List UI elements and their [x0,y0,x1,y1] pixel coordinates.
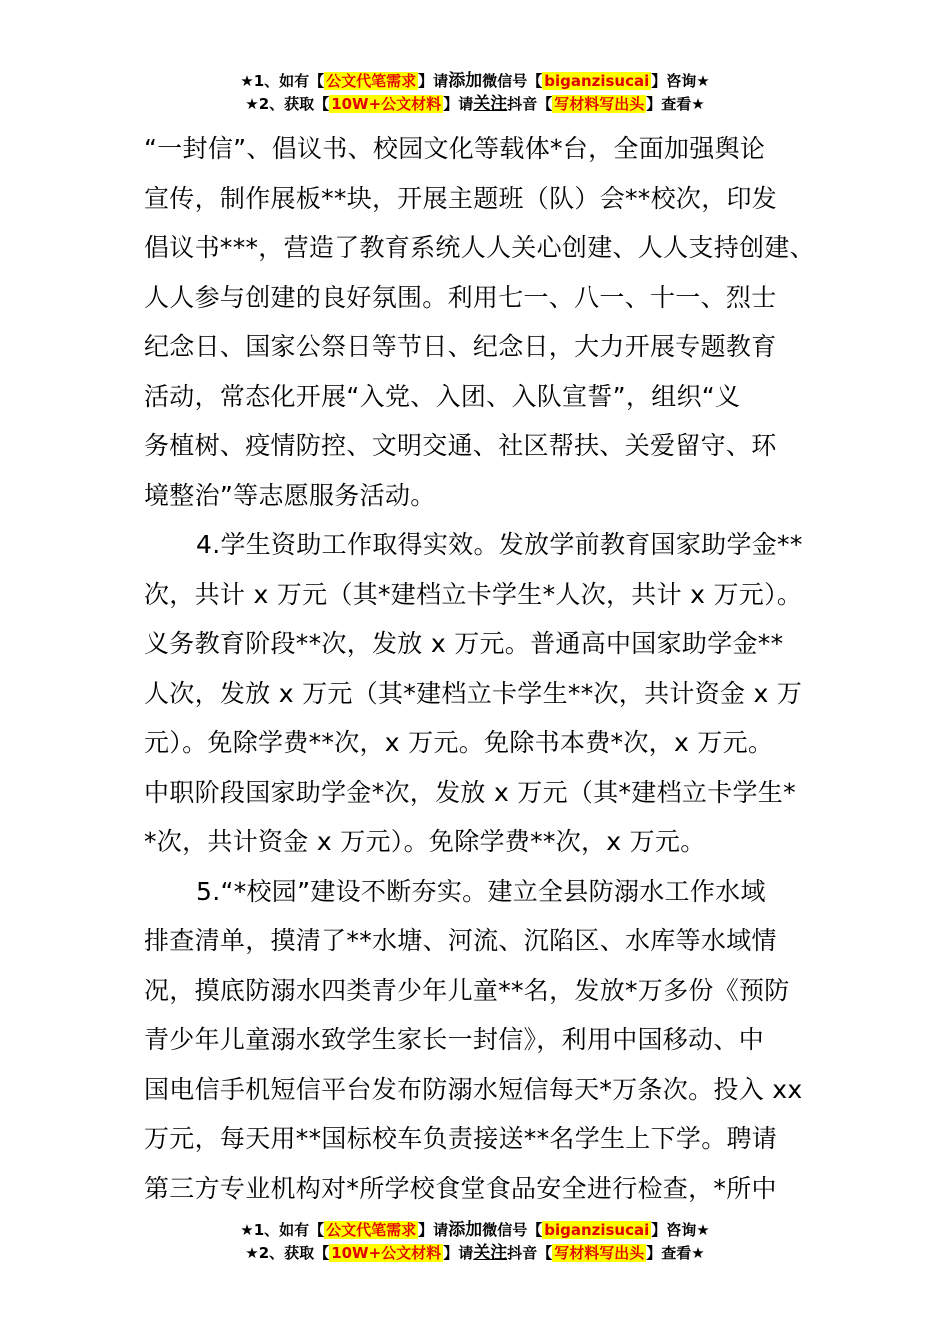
banner-text: 添加 [448,71,483,91]
banner-text: 】咨询★ [651,1221,710,1239]
banner-text: 】请 [418,72,449,90]
banner-line-2 [0,93,950,116]
banner-text: 关注 [473,1243,508,1263]
banner-text: 】查看★ [646,1244,705,1262]
banner-text: 微信号【 [482,1221,543,1239]
banner-text: 】查看★ [646,95,705,113]
banner-text: 】请 [418,1221,449,1239]
banner-douyin-id: 写材料写出头 [554,1244,645,1262]
text-line: 人次，发放 x 万元（其*建档立卡学生**次，共计资金 x 万 [144,678,803,708]
footer-banner [0,1219,950,1265]
banner-highlight: 10W+公文材料 [331,1244,442,1262]
text-line: 纪念日、国家公祭日等节日、纪念日，大力开展专题教育 [144,332,777,361]
banner-text: ★2、获取【 [245,95,330,113]
banner-line-2 [0,1242,950,1265]
banner-text: 】咨询★ [651,72,710,90]
document-body [144,124,824,1213]
text-line: 青少年儿童溺水致学生家长一封信》，利用中国移动、中 [144,1025,765,1054]
text-line: 次，共计 x 万元（其*建档立卡学生*人次，共计 x 万元）。 [144,579,803,609]
text-line: 境整治”等志愿服务活动。 [144,480,436,510]
text-line: 第三方专业机构对*所学校食堂食品安全进行检查，*所中 [144,1173,777,1203]
banner-line-1 [0,1219,950,1242]
text-line: 况，摸底防溺水四类青少年儿童**名，发放*万多份《预防 [144,975,790,1005]
banner-douyin-id: 写材料写出头 [554,95,645,113]
banner-text: 】请 [443,95,474,113]
banner-highlight: 公文代笔需求 [326,1221,417,1239]
header-banner [0,70,950,116]
banner-text: 】请 [443,1244,474,1262]
text-line: *次，共计资金 x 万元）。免除学费**次，x 万元。 [144,827,706,856]
banner-wechat-id: biganzisucai [544,1221,650,1239]
banner-text: 抖音【 [507,1244,553,1262]
banner-text: ★1、如有【 [240,72,325,90]
text-line: 务植树、疫情防控、文明交通、社区帮扶、关爱留守、环 [144,431,777,460]
banner-text: 关注 [473,94,508,114]
paragraph-heading-line: 5.“*校园”建设不断夯实。建立全县防溺水工作水域 [196,876,766,906]
text-line: 宣传，制作展板**块，开展主题班（队）会**校次，印发 [144,183,778,213]
banner-highlight: 公文代笔需求 [326,72,417,90]
banner-text: 抖音【 [507,95,553,113]
banner-text: 微信号【 [482,72,543,90]
text-line: 元）。免除学费**次，x 万元。免除书本费*次，x 万元。 [144,728,774,757]
banner-line-1 [0,70,950,93]
text-line: 国电信手机短信平台发布防溺水短信每天*万条次。投入 xx [144,1074,803,1104]
text-line: 义务教育阶段**次，发放 x 万元。普通高中国家助学金** [144,629,784,658]
text-line: “一封信”、倡议书、校园文化等载体*台，全面加强舆论 [144,134,766,163]
text-line: 排查清单，摸清了**水塘、河流、沉陷区、水库等水域情 [144,926,777,955]
banner-highlight: 10W+公文材料 [331,95,442,113]
banner-wechat-id: biganzisucai [544,72,650,90]
banner-text: ★1、如有【 [240,1221,325,1239]
banner-text: ★2、获取【 [245,1244,330,1262]
text-line: 人人参与创建的良好氛围。利用七一、八一、十一、烈士 [144,282,777,312]
text-line: 倡议书***，营造了教育系统人人关心创建、人人支持创建、 [144,233,815,262]
banner-text: 添加 [448,1220,483,1240]
text-line: 活动，常态化开展“入党、入团、入队宣誓”，组织“义 [144,381,741,411]
paragraph-heading-line: 4.学生资助工作取得实效。发放学前教育国家助学金** [196,530,803,559]
text-line: 万元，每天用**国标校车负责接送**名学生上下学。聘请 [144,1124,778,1153]
text-line: 中职阶段国家助学金*次，发放 x 万元（其*建档立卡学生* [144,777,796,807]
